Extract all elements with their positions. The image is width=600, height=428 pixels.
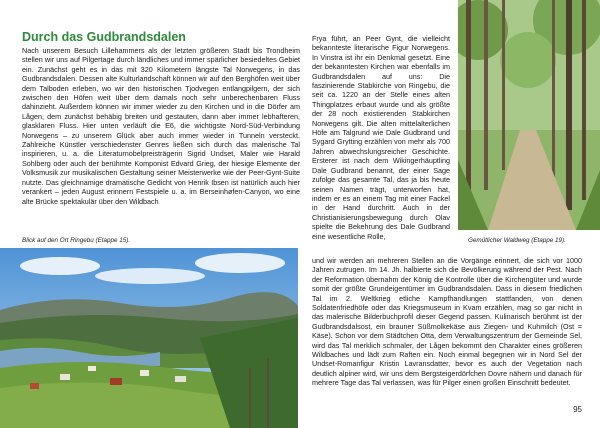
page-title: Durch das Gudbrandsdalen — [22, 30, 186, 44]
text-column-bottom — [312, 256, 582, 404]
photo-caption-ringebu: Blick auf den Ort Ringebu (Etappe 15). — [22, 237, 131, 244]
paragraph: und wir werden an mehreren Stellen an die Vorgänge erinnert, die sich vor 1000 Jahren zutrugen. Im 14. Jh. halbierte sich die Bevölkerung während der Pest. Nach der Reformation übernahm der König die Kontrolle über die Kirchengüter und wurde somit der größte Grundeigentümer im Gudbrandsdalen. Dass in diesem friedlichen Tal im 2. Weltkrieg etliche Kampfhandlungen stattfanden, von denen Soldatenfriedhöfe oder das Kriegsmuseum in Kvam erzählen, mag so gar nicht in das malerische Bilderbuchprofil dieser Gegend passen. Kulinarisch berühmt ist der Gudbrandsdalsost, ein brauner Süßmolkekäse aus Ziegen- und Kuhmilch (Ost = Käse). Schon vor dem Städtchen Otta, dem Verwaltungszentrum der Gemeinde Sel, wird das Tal merklich schmaler, der Lågen bekommt den Charakter eines größeren Wildbaches und lädt zum Raften ein. Noch einmal begegnen wir in Nord Sel der Undset-Romanfigur Kristin Lavransdatter, bevor es auch der Vegetation nach deutlich alpiner wird, wir uns dem Bergsteigerdörfchen Dovre nähern und danach für mehrere Tage das Tal verlassen, was für Pilger einen großen Einschnitt bedeutet. — [312, 256, 582, 388]
forest-path-photo — [458, 0, 600, 230]
photo-caption-waldweg: Gemütlicher Waldweg (Etappe 19). — [468, 237, 566, 244]
page-number: 95 — [573, 405, 582, 414]
text-column-left — [22, 46, 300, 230]
paragraph: Frya führt, an Peer Gynt, die vielleicht bekannteste literarische Figur Norwegens. In Vinstra ist ihr ein Denkmal gesetzt. Eine der bekanntesten Kirchen war ebenfalls im Gudbrandsdalen auf uns: Die faszinierende Stabkirche von Ringebu, die seit ca. 1220 an der Stelle eines alten Thingplatzes erbaut wurde und als größte der 28 noch existierenden Stabkirchen Norwegens gilt. Die alten mittelalterlichen Höfe am Talgrund wie Dale Gudbrand und Sygard Grytting erzählen von mehr als 700 Jahren abwechslungsreicher Geschichte. Ersterer ist nach dem Wikingerhäuptling Dale Gudbrand benannt, der einer Sage zufolge das gesamte Tal, das ja bis heute seinen Namen trägt, unterworfen hat, indem er es an einem Tag mit einer Fackel in der Hand durchritt. Auch in der Christianisierungsbewegung durch Olav spielte die Bekehrung des Dale Gudbrand eine wesentliche Rolle, — [312, 34, 450, 241]
paragraph: Nach unserem Besuch Lillehammers als der letzten größeren Stadt bis Trondheim stellen wir uns auf Pilgertage durch ländliches und immer spärlicher besiedeltes Gebiet ein. Zunächst geht es in das mit 320 Kilometern längste Tal Norwegens, in das Gudbrandsdalen. Dessen alte Kulturlandschaft können wir auf den Berghöfen weit über dem Talboden erleben, wo wir den historischen Tjodvegen entlangpilgern, der sich zwischen den Höfen weit über dem damals noch sehr unberechenbaren Fluss dahinzieht. Außerdem können wir immer wieder zu den Kirchen und in die Dörfer am Lågen, dem zunächst behäbig breiten und gestauten, dann aber immer lebhafteren, glasklaren Fluss. Hier unten verläuft die E6, die wichtigste Nord-Süd-Verbindung Norwegens – zu unserem Glück aber auch immer wieder in Tunneln versteckt. Zahlreiche Künstler verschiedenster Genres ließen sich durch das malerische Tal inspirieren, u. a. die Literaturnobelpreisträgerin Sigrid Undset, Maler wie Harald Sohlberg oder auch der berühmte Komponist Edvard Grieg, der hiesige Elemente der Volksmusik zur musikalischen Gestaltung seiner Meisterwerke wie der Peer-Gynt-Suite nutzte. Das gleichnamige dramatische Gedicht von Henrik Ibsen ist natürlich auch hier verankert – jeden August erinnern Festspiele u. a. im Berseinhøfen-Canyon, wo eine alte Brücke spektakulär über den Wildbach — [22, 46, 300, 206]
landscape-photo — [0, 248, 298, 428]
text-column-middle — [312, 34, 450, 258]
